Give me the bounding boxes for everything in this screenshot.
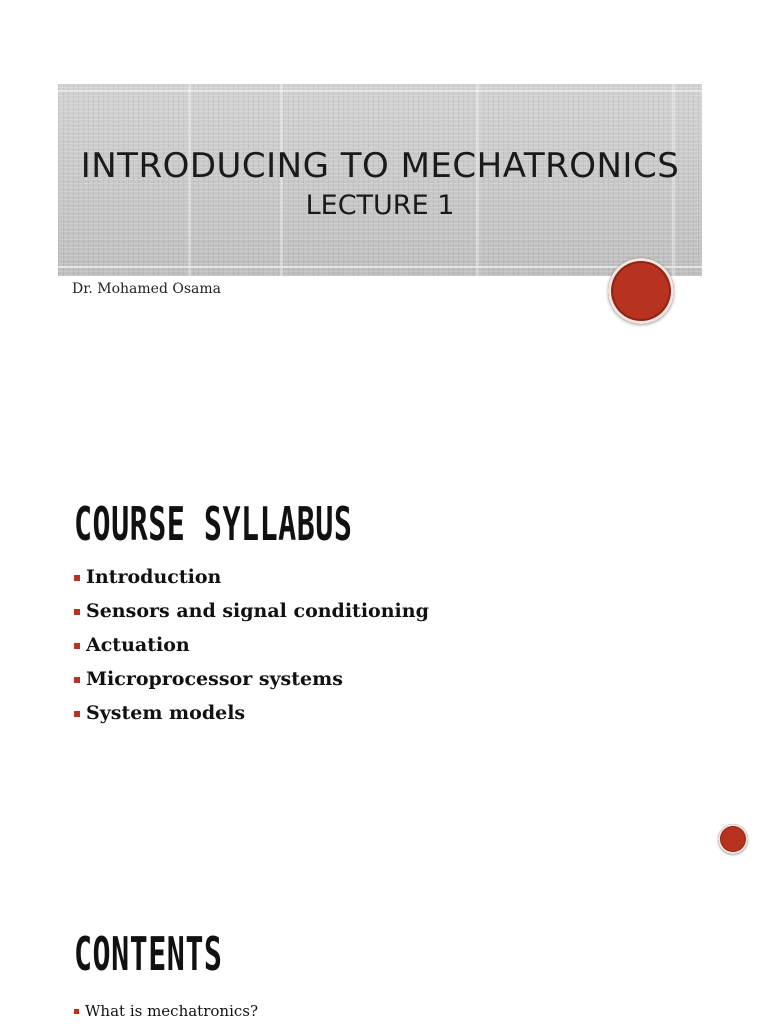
syllabus-list (74, 566, 429, 736)
contents-list (74, 1002, 258, 1020)
bullet-icon (74, 711, 80, 717)
section-heading: COURSE SYLLABUS (74, 498, 353, 553)
list-item (74, 1002, 258, 1020)
decorative-circle-icon (608, 258, 674, 324)
title-band-bottom-line (58, 266, 702, 268)
list-item-text: What is mechatronics? (85, 1002, 259, 1020)
slide-contents (0, 900, 768, 1024)
slide-course-syllabus (0, 462, 768, 862)
title-band-top-line (58, 90, 702, 92)
list-item (74, 634, 429, 668)
list-item (74, 668, 429, 702)
list-item-text: Microprocessor systems (86, 668, 343, 690)
section-heading: CONTENTS (74, 928, 223, 983)
title-band (58, 84, 702, 276)
slide-subtitle-text: LECTURE 1 (305, 190, 455, 221)
list-item-text: System models (86, 702, 246, 724)
bullet-icon (74, 677, 80, 683)
bullet-icon (74, 1009, 79, 1014)
list-item-text: Introduction (86, 566, 222, 588)
bullet-icon (74, 643, 80, 649)
list-item-text: Actuation (86, 634, 190, 656)
list-item-text: Sensors and signal conditioning (86, 600, 429, 622)
slide-title (0, 0, 768, 400)
author-name: Dr. Mohamed Osama (72, 281, 222, 297)
list-item (74, 702, 429, 736)
bullet-icon (74, 609, 80, 615)
decorative-circle-icon (718, 824, 748, 854)
bullet-icon (74, 575, 80, 581)
list-item (74, 600, 429, 634)
list-item (74, 566, 429, 600)
slide-title-text: INTRODUCING TO MECHATRONICS (80, 146, 680, 186)
